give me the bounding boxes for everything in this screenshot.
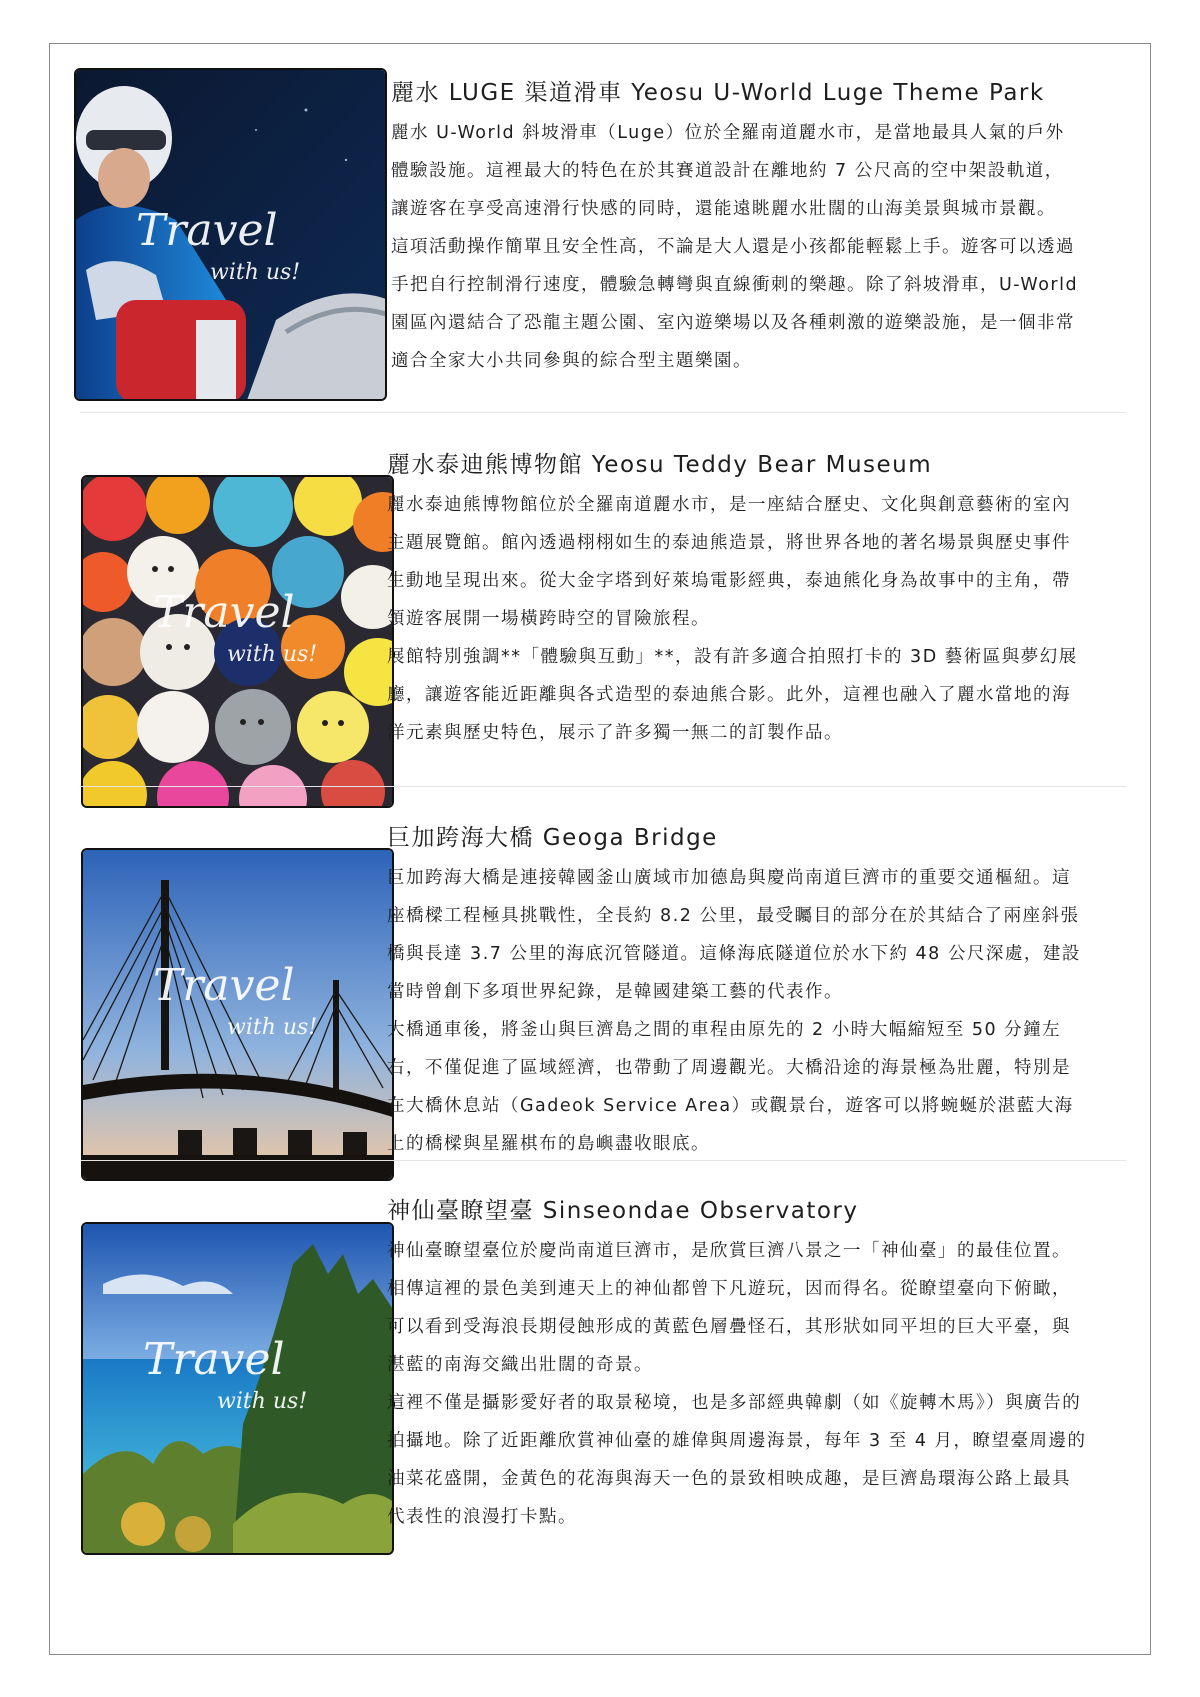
- section-paragraph: 神仙臺瞭望臺位於慶尚南道巨濟市，是欣賞巨濟八景之一「神仙臺」的最佳位置。相傳這裡的景色美到連天上的神仙都曾下凡遊玩，因而得名。從瞭望臺向下俯瞰，可以看到受海浪長期侵蝕形成的黃藍色層疊怪石，其形狀如同平坦的巨大平臺，與湛藍的南海交織出壯闊的奇景。: [387, 1241, 1071, 1375]
- section-title: 巨加跨海大橋 Geoga Bridge: [387, 825, 718, 851]
- section-divider: [80, 1160, 1126, 1161]
- section-divider: [80, 412, 1126, 413]
- section-title: 麗水 LUGE 渠道滑車 Yeosu U-World Luge Theme Park: [391, 80, 1045, 106]
- svg-text:with us!: with us!: [210, 260, 301, 285]
- section-paragraph: 巨加跨海大橋是連接韓國釜山廣域市加德島與慶尚南道巨濟市的重要交通樞紐。這座橋樑工程極具挑戰性，全長約 8.2 公里，最受矚目的部分在於其結合了兩座斜張橋與長達 3.7 公里的海底沉管隧道。這條海底隧道位於水下約 48 公尺深處，建設當時曾創下多項世界紀錄，是韓國建築工藝的代表作。: [387, 868, 1081, 1002]
- svg-text:with us!: with us!: [227, 1015, 318, 1040]
- sinseondae-text: [387, 1196, 1087, 1536]
- section-paragraph: 展館特別強調**「體驗與互動」**，設有許多適合拍照打卡的 3D 藝術區與夢幻展廳，讓遊客能近距離與各式造型的泰迪熊合影。此外，這裡也融入了麗水當地的海洋元素與歷史特色，展示了許多獨一無二的訂製作品。: [387, 647, 1078, 743]
- section-paragraph: 麗水 U-World 斜坡滑車（Luge）位於全羅南道麗水市，是當地最具人氣的戶外體驗設施。這裡最大的特色在於其賽道設計在離地約 7 公尺高的空中架設軌道，讓遊客在享受高速滑行快感的同時，還能遠眺麗水壯闊的山海美景與城市景觀。: [391, 123, 1065, 219]
- section-paragraph: 大橋通車後，將釜山與巨濟島之間的車程由原先的 2 小時大幅縮短至 50 分鐘左右，不僅促進了區域經濟，也帶動了周邊觀光。大橋沿途的海景極為壯麗，特別是在大橋休息站（Gadeok Service Area）或觀景台，遊客可以將蜿蜒於湛藍大海上的橋樑與星羅棋布的島嶼盡收眼底。: [387, 1020, 1074, 1154]
- section-paragraph: 麗水泰迪熊博物館位於全羅南道麗水市，是一座結合歷史、文化與創意藝術的室內主題展覽館。館內透過栩栩如生的泰迪熊造景，將世界各地的著名場景與歷史事件生動地呈現出來。從大金字塔到好萊塢電影經典，泰迪熊化身為故事中的主角，帶領遊客展開一場橫跨時空的冒險旅程。: [387, 495, 1071, 629]
- svg-text:Travel: Travel: [153, 960, 295, 1011]
- geoga-bridge-text: [387, 823, 1087, 1163]
- page-frame: [49, 43, 1151, 1655]
- teddy-bear-text: [387, 450, 1087, 752]
- teddy-bear-photo: [81, 475, 394, 808]
- section-paragraph: 這裡不僅是攝影愛好者的取景秘境，也是多部經典韓劇（如《旋轉木馬》）與廣告的拍攝地。除了近距離欣賞神仙臺的雄偉與周邊海景，每年 3 至 4 月，瞭望臺周邊的油菜花盛開，金黃色的花海與海天一色的景致相映成趣，是巨濟島環海公路上最具代表性的浪漫打卡點。: [387, 1393, 1087, 1527]
- sinseondae-photo: [81, 1222, 394, 1555]
- geoga-bridge-photo: [81, 848, 394, 1181]
- section-divider: [80, 786, 1126, 787]
- luge-text: [391, 78, 1081, 380]
- section-title: 麗水泰迪熊博物館 Yeosu Teddy Bear Museum: [387, 452, 933, 478]
- section-title: 神仙臺瞭望臺 Sinseondae Observatory: [387, 1198, 859, 1224]
- svg-text:with us!: with us!: [217, 1389, 308, 1414]
- luge-photo: [74, 68, 387, 401]
- svg-text:Travel: Travel: [136, 205, 278, 256]
- svg-text:with us!: with us!: [227, 642, 318, 667]
- svg-text:Travel: Travel: [143, 1334, 285, 1385]
- section-paragraph: 這項活動操作簡單且安全性高，不論是大人還是小孩都能輕鬆上手。遊客可以透過手把自行控制滑行速度，體驗急轉彎與直線衝刺的樂趣。除了斜坡滑車，U-World 園區內還結合了恐龍主題公園、室內遊樂場以及各種刺激的遊樂設施，是一個非常適合全家大小共同參與的綜合型主題樂園。: [391, 237, 1079, 371]
- svg-text:Travel: Travel: [153, 587, 295, 638]
